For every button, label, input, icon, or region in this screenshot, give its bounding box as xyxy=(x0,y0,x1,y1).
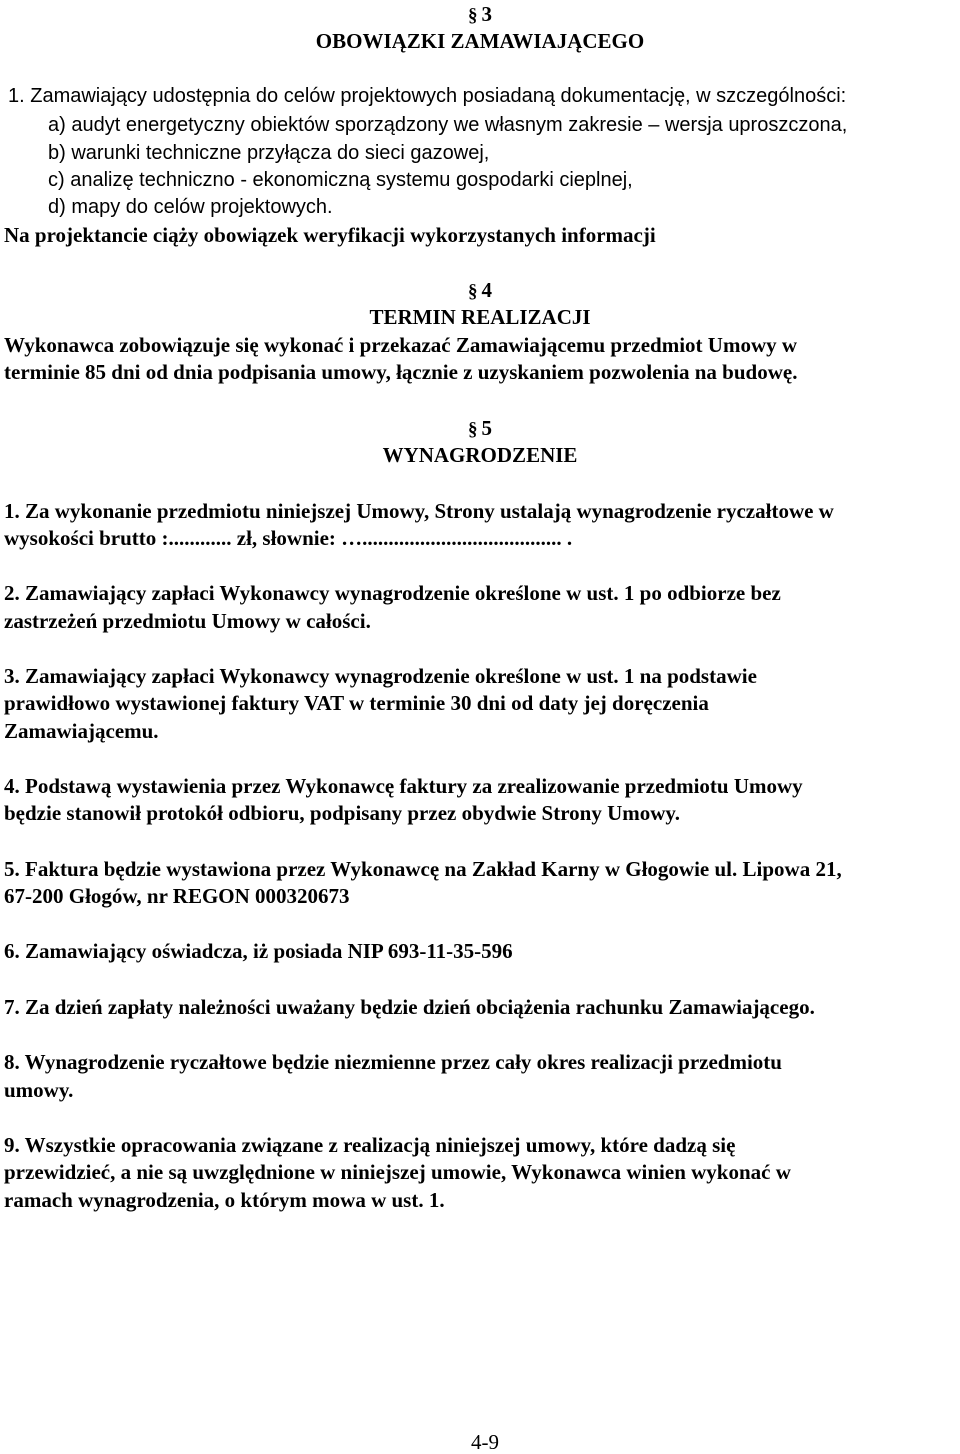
section-3-item-b: b) warunki techniczne przyłącza do sieci gazowej, xyxy=(48,142,490,164)
section-3-heading xyxy=(0,0,960,30)
section-5-heading xyxy=(0,414,960,444)
section-number: 5 xyxy=(481,416,492,440)
section-symbol: § xyxy=(468,281,478,302)
section-5-paragraph-9-line-1: 9. Wszystkie opracowania związane z realizacją niniejszej umowy, które dadzą się xyxy=(4,1133,736,1157)
section-number: 4 xyxy=(481,278,492,302)
section-5-paragraph-7: 7. Za dzień zapłaty należności uważany będzie dzień obciążenia rachunku Zamawiającego. xyxy=(4,995,815,1019)
section-5-paragraph-6: 6. Zamawiający oświadcza, iż posiada NIP 693-11-35-596 xyxy=(4,939,513,963)
section-3-item-c: c) analizę techniczno - ekonomiczną systemu gospodarki cieplnej, xyxy=(48,169,633,191)
section-3-item-a: a) audyt energetyczny obiektów sporządzony we własnym zakresie – wersja uproszczona, xyxy=(48,114,848,136)
section-3-item-1: 1. Zamawiający udostępnia do celów projektowych posiadaną dokumentację, w szczególności: xyxy=(8,85,847,107)
section-number: 3 xyxy=(481,2,492,26)
section-5-paragraph-9-line-3: ramach wynagrodzenia, o którym mowa w ust. 1. xyxy=(4,1188,445,1212)
section-3-note: Na projektancie ciąży obowiązek weryfikacji wykorzystanych informacji xyxy=(4,223,656,247)
section-5-paragraph-1-line-2: wysokości brutto :............ zł, słownie: …...................................... . xyxy=(4,526,573,550)
section-5-title: WYNAGRODZENIE xyxy=(382,443,578,467)
section-5-paragraph-3-line-1: 3. Zamawiający zapłaci Wykonawcy wynagrodzenie określone w ust. 1 na podstawie xyxy=(4,664,757,688)
section-5-paragraph-3-line-3: Zamawiającemu. xyxy=(4,719,159,743)
section-5-paragraph-1-line-1: 1. Za wykonanie przedmiotu niniejszej Umowy, Strony ustalają wynagrodzenie ryczałtowe w xyxy=(4,499,834,523)
section-symbol: § xyxy=(468,5,478,26)
section-5-paragraph-8-line-1: 8. Wynagrodzenie ryczałtowe będzie niezmienne przez cały okres realizacji przedmiotu xyxy=(4,1050,782,1074)
section-5-paragraph-9-line-2: przewidzieć, a nie są uwzględnione w niniejszej umowie, Wykonawca winien wykonać w xyxy=(4,1160,791,1184)
section-5-paragraph-4-line-1: 4. Podstawą wystawienia przez Wykonawcę faktury za zrealizowanie przedmiotu Umowy xyxy=(4,774,803,798)
section-5-paragraph-5-line-2: 67-200 Głogów, nr REGON 000320673 xyxy=(4,884,350,908)
section-5-paragraph-4-line-2: będzie stanowił protokół odbioru, podpisany przez obydwie Strony Umowy. xyxy=(4,801,680,825)
section-4-line-2: terminie 85 dni od dnia podpisania umowy, łącznie z uzyskaniem pozwolenia na budowę. xyxy=(4,360,798,384)
section-5-paragraph-5-line-1: 5. Faktura będzie wystawiona przez Wykonawcę na Zakład Karny w Głogowie ul. Lipowa 21, xyxy=(4,857,842,881)
section-symbol: § xyxy=(468,419,478,440)
section-3-item-d: d) mapy do celów projektowych. xyxy=(48,196,333,218)
section-4-line-1: Wykonawca zobowiązuje się wykonać i przekazać Zamawiającemu przedmiot Umowy w xyxy=(4,333,798,357)
section-5-paragraph-8-line-2: umowy. xyxy=(4,1078,74,1102)
section-5-paragraph-2-line-2: zastrzeżeń przedmiotu Umowy w całości. xyxy=(4,609,371,633)
page-number: 4-9 xyxy=(471,1430,499,1454)
section-5-paragraph-3-line-2: prawidłowo wystawionej faktury VAT w terminie 30 dni od daty jej doręczenia xyxy=(4,691,709,715)
section-3-title: OBOWIĄZKI ZAMAWIAJĄCEGO xyxy=(315,29,645,53)
section-4-title: TERMIN REALIZACJI xyxy=(369,305,591,329)
section-5-paragraph-2-line-1: 2. Zamawiający zapłaci Wykonawcy wynagrodzenie określone w ust. 1 po odbiorze bez xyxy=(4,581,781,605)
section-4-heading xyxy=(0,276,960,306)
